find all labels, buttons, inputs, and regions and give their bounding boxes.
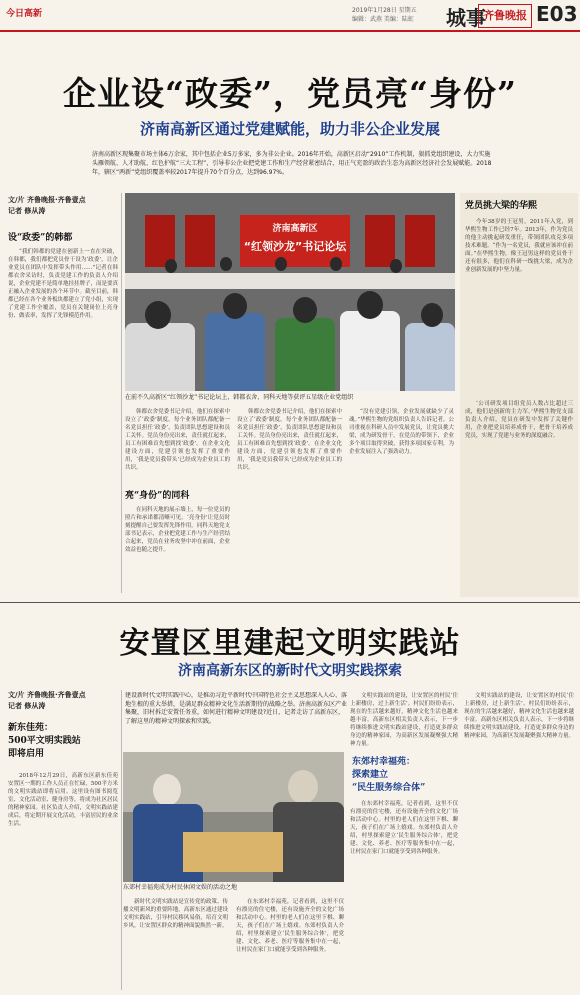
flag-right	[365, 215, 395, 267]
chess-photo	[123, 752, 344, 882]
newspaper-logo: 齐鲁晚报	[478, 4, 532, 28]
attendee-head	[275, 257, 287, 271]
attendee-head	[165, 259, 177, 273]
byline-reporter: 记者 修从涛	[8, 207, 46, 215]
article2-col1: 2018年12月29日，高新东区新东佳苑安置区一期的工作人员正在忙碌，500平方米的文明实践站即将启用。这里设有图书阅览室、文化活动室、健身房等，将成为社区居民的精神家园。社区负责人介绍，文明实践站建成后，将定期开展文化活动，丰富居民的业余生活。	[8, 773, 118, 827]
article2-byline	[8, 690, 118, 712]
subhead-line-2: 500平文明实践站	[8, 736, 81, 746]
article-divider	[0, 602, 580, 603]
audience-member	[275, 318, 335, 391]
byline-source: 文/片 齐鲁晚报·齐鲁壹点	[8, 691, 86, 699]
column-divider	[121, 193, 122, 593]
subhead-xindongjia	[8, 722, 118, 761]
article1-col3: 韩都衣舍党委书记介绍，他们在探索中设立了‘政委’制度，每个业务团队都配备一名党员担任‘政委’，负责团队思想建设和员工关怀。党员身份亮出来，责任就扛起来，员工有困难首先想到找‘政委’。在企业文化建设方面，党建引领也发挥了重要作用，‘我是党员我带头’已经成为企业员工的共识。	[237, 409, 342, 471]
article2-col3: 在东郊村幸福苑，记者看到，这里不仅有漂亮的住宅楼，还有设施齐全的文化广场和活动中心。村里的老人们在这里下棋、聊天，孩子们在广场上嬉戏。东郊村负责人介绍，村里探索建立‘民生服务综合体’，把党建、文化、养老、医疗等服务集中在一起，让村民在家门口就能享受到各种服务。	[236, 899, 344, 953]
article1-lead: 济南高新区现集聚市场主体6万余家，其中包括企业5万多家，多为非公企业。2016年开始，高新区启动“2910”工作机制，狠抓党组织建设，大力实施头雁领航、人才助航、红色护航“三大工程”，引导非公企业把党建工作和生产经营紧密结合，用正气充盈的政治生态为高新区经济社会发展赋能。2018年，辖区“两新”党组织覆盖率较2017年提升70个百分点，达到96.97%。	[92, 151, 492, 176]
subhead-tongke: 亮“身份”的同科	[125, 491, 190, 501]
flag-right-2	[405, 215, 435, 267]
column-divider	[121, 690, 122, 990]
audience-member	[340, 311, 400, 391]
banner-line-1: 济南高新区	[272, 224, 318, 234]
subhead-line-1: 新东佳苑：	[8, 723, 54, 733]
man-head	[288, 770, 318, 804]
byline-reporter: 记者 修从涛	[8, 702, 46, 710]
editor-line: 编辑：武燕 美编：陆虹	[352, 16, 414, 23]
chess-photo-caption: 东郊村幸福苑成为村民休闲文娱的活动之地	[123, 884, 238, 891]
article1-col2-top: 韩都衣舍党委书记介绍，他们在探索中设立了‘政委’制度，每个业务团队都配备一名党员担任‘政委’，负责团队思想建设和员工关怀。党员身份亮出来，责任就扛起来，员工有困难首先想到找‘政委’。在企业文化建设方面，党建引领也发挥了重要作用，‘我是党员我带头’已经成为企业员工的共识。	[125, 409, 230, 471]
date-line: 2019年1月28日 星期五	[352, 7, 417, 14]
article1-col4: “没有党建引领，企业发展就缺少了灵魂。”华熙生物的党组织负责人告诉记者，公司重视在科研人员中发展党员，让党员挑大梁，成为研发骨干。在党员的带领下，企业多个项目取得突破，获得多项国家专利，为企业发展注入了强劲动力。	[349, 409, 454, 455]
banner-line-2: “红领沙龙”书记论坛	[243, 240, 347, 253]
podium-table	[125, 273, 455, 289]
forum-photo	[125, 193, 455, 391]
chess-board	[183, 832, 283, 872]
audience-member	[205, 313, 265, 391]
audience-head	[357, 291, 383, 319]
article1-col1: “我们韩都的党建在创新上一直在突破，在韩都，我们都把党员骨干设为‘政委’，让企业党员在团队中发挥带头作用……”记者在韩都衣舍采访时，负责党建工作的负责人介绍说，企业党建不是简单地挂挂牌子，而是要真正融入企业发展的各个环节中。截至目前，韩都已经在各个业务板块都建立了党小组，实现了党建工作全覆盖，党员在关键岗位上亮身份、做表率，发挥了先锋模范作用。	[8, 249, 118, 319]
subhead-huaxi: 党员挑大梁的华熙	[465, 201, 538, 211]
subhead-line-2: 探索建立	[352, 770, 389, 780]
article2-col5: 文明实践站的建设，让安置区的村民‘住上新楼房，过上新生活’。村民们纷纷表示，现在的生活越来越好，精神文化生活也越来越丰富。高新东区相关负责人表示，下一步将继续推进文明实践站建设，打造更多群众身边的精神家园，为高新区发展凝聚强大精神力量。	[464, 693, 574, 739]
issue-meta	[352, 6, 440, 24]
subhead-line-1: 东郊村幸福苑：	[352, 757, 416, 767]
audience-head	[223, 293, 247, 319]
man-head	[153, 774, 181, 806]
flag-left-2	[185, 215, 215, 267]
section-name: 城事	[446, 6, 486, 30]
section-tag: 今日高新	[6, 9, 43, 19]
audience-member	[125, 323, 195, 391]
audience-head	[293, 297, 317, 323]
article2-col4: 在东郊村幸福苑，记者看到，这里不仅有漂亮的住宅楼，还有设施齐全的文化广场和活动中心。村里的老人们在这里下棋、聊天，孩子们在广场上嬉戏。东郊村负责人介绍，村里探索建立‘民生服务综合体’，把党建、文化、养老、医疗等服务集中在一起，让村民在家门口就能享受到各种服务。	[350, 801, 458, 855]
audience-head	[145, 301, 171, 329]
article2-col4-top: 文明实践站的建设，让安置区的村民‘住上新楼房，过上新生活’。村民们纷纷表示，现在的生活越来越好，精神文化生活也越来越丰富。高新东区相关负责人表示，下一步将继续推进文明实践站建设，打造更多群众身边的精神家园，为高新区发展凝聚强大精神力量。	[350, 693, 458, 747]
subhead-handu: 设“政委”的韩都	[8, 233, 73, 243]
attendee-head	[330, 257, 342, 271]
page-code: E03	[536, 2, 578, 26]
attendee-head	[390, 259, 402, 273]
article2-subheadline: 济南高新东区的新时代文明实践探索	[178, 663, 402, 679]
byline-source: 文/片 齐鲁晚报·齐鲁壹点	[8, 196, 86, 204]
subhead-dongjiao	[352, 756, 456, 795]
subhead-line-3: 即将启用	[8, 749, 45, 759]
forum-photo-caption: 在前不久高新区“红领沙龙”书记论坛上，韩都衣舍、同科天地等获评五星级企业党组织	[125, 394, 354, 401]
attendee-head	[220, 257, 232, 271]
audience-member	[405, 323, 455, 391]
man-right	[273, 802, 344, 882]
article1-byline	[8, 195, 118, 217]
article2-lead: 建设新时代文明实践中心，是推动习近平新时代中国特色社会主义思想深入人心、落地生根的重大举措，是满足群众精神文化生活新期待的战略之举。济南高新东区产业集聚，旧村拆迁安置任务重，如何进行精神文明建设?近日，记者走访了高新东区，了解这里的精神文明探索和实践。	[125, 692, 348, 725]
article1-subheadline: 济南高新区通过党建赋能，助力非公企业发展	[139, 120, 440, 138]
article1-headline: 企业设“政委”，党员亮“身份”	[63, 74, 517, 113]
sidebar-text-1: 今年38岁的王冠男，2011年入党，到华熙生物工作已经7年。2013年，作为党员的他主动挑起研发重任，带领团队攻克多项技术难题。“作为一名党员，我就应该冲在前面。”在华熙生物，像王冠男这样的党员骨干还有很多，他们在科研一线挑大梁，成为企业创新发展的中坚力量。	[465, 219, 573, 273]
audience-head	[421, 303, 443, 327]
article2-headline: 安置区里建起文明实践站	[119, 626, 461, 661]
header-rule	[0, 30, 580, 32]
article2-col2: 新时代文明实践站是宣传党的政策、传播文明新风的重要阵地。高新东区通过建设文明实践站，引导村民移风易俗，培育文明乡风，让安置区群众的精神面貌焕然一新。	[123, 899, 228, 929]
article1-col2-bottom: 在同科天地的展示墙上，每一位党员的照片和承诺都清晰可见。‘亮身份’让党员时刻提醒自己要发挥先锋作用。同科天地党支部书记表示，企业把党建工作与生产经营结合起来，党员在业务攻坚中冲在前面，企业效益也随之提升。	[125, 507, 230, 553]
subhead-line-3: “民生服务综合体”	[352, 783, 426, 793]
sidebar-text-2: ‘公司研发项目组党员人数占比超过三成，他们是创新的主力军。’华熙生物党支部负责人介绍，党员在研发中发挥了关键作用，企业把党员培养成骨干，把骨干培养成党员，实现了党建与业务的深度融合。	[465, 401, 573, 439]
